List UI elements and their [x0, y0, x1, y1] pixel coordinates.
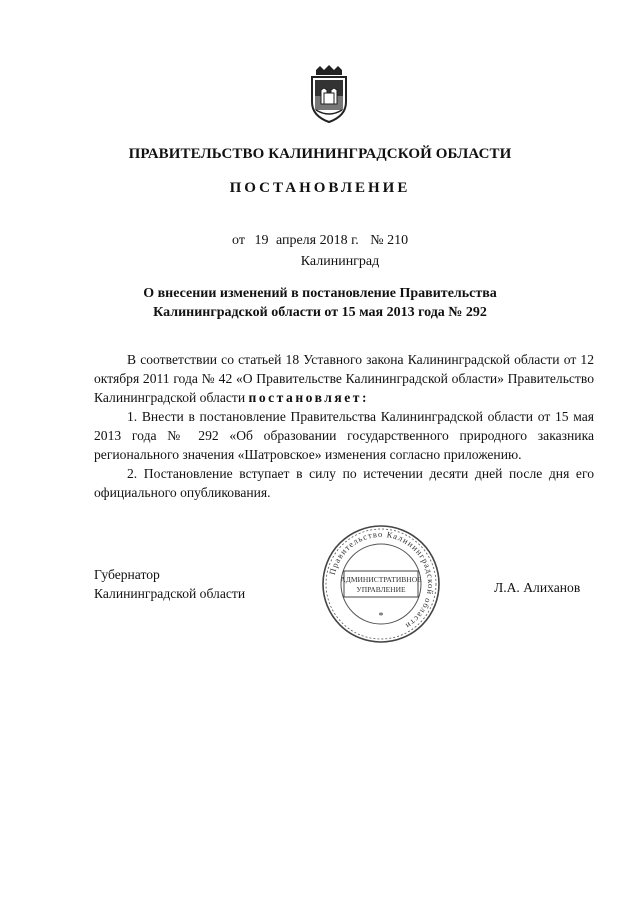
decides-word: постановляет:	[248, 390, 369, 405]
signatory-name: Л.А. Алиханов	[494, 580, 581, 595]
coat-of-arms-icon	[306, 64, 352, 124]
preamble-paragraph	[94, 350, 594, 407]
number-sign: №	[370, 233, 384, 248]
date-day: 19	[254, 233, 269, 248]
svg-text:АДМИНИСТРАТИВНОЕ: АДМИНИСТРАТИВНОЕ	[340, 575, 422, 584]
subject-line-1: О внесении изменений в постановление Правительства	[143, 286, 497, 301]
position-line-1: Губернатор	[94, 567, 160, 582]
official-seal-stamp	[320, 523, 442, 645]
svg-text:УПРАВЛЕНИЕ: УПРАВЛЕНИЕ	[356, 585, 406, 594]
signatory-position	[94, 565, 245, 603]
subject-line-2: Калининградской области от 15 мая 2013 года № 292	[153, 305, 487, 320]
position-line-2: Калининградской области	[94, 586, 246, 601]
svg-text:Правительство Калининградской: Правительство Калининградской области	[326, 528, 437, 632]
document-type-title: ПОСТАНОВЛЕНИЕ	[229, 180, 411, 196]
city: Калининград	[300, 254, 380, 269]
item-2: 2. Постановление вступает в силу по истечении десяти дней после дня его официального опубликования.	[94, 466, 594, 500]
document-subject	[0, 284, 640, 322]
date-prefix: от	[232, 233, 245, 248]
preamble-text: В соответствии со статьей 18 Уставного закона Калининградской области от 12 октября 2011 года № 42 «О Правительстве Калининградской области» Правительство Калининградской области	[94, 352, 594, 405]
date-month-year: апреля 2018 г.	[275, 233, 359, 248]
government-title: ПРАВИТЕЛЬСТВО КАЛИНИНГРАДСКОЙ ОБЛАСТИ	[128, 146, 512, 162]
document-number: 210	[387, 233, 409, 248]
svg-text:*: *	[378, 611, 384, 622]
document-body	[94, 350, 594, 502]
document-date-line	[232, 233, 408, 249]
item-1: 1. Внести в постановление Правительства Калининградской области от 15 мая 2013 года № 292 «Об образовании государственного природного заказника регионального значения «Шатровское» изменения согласно приложению.	[94, 409, 594, 462]
